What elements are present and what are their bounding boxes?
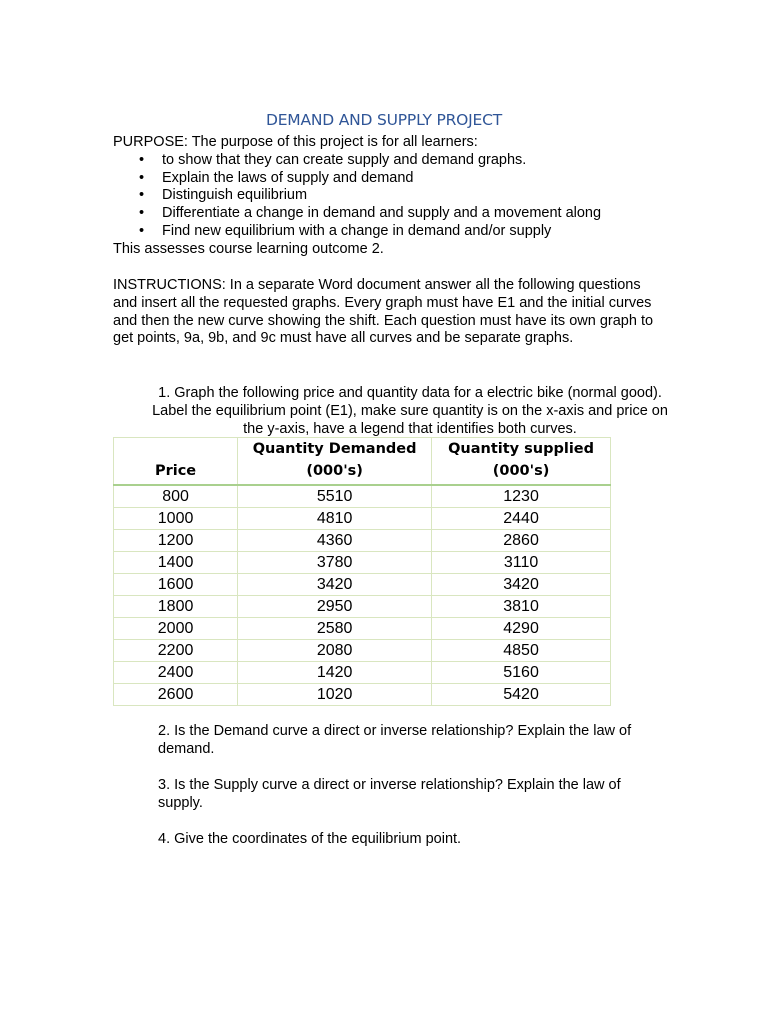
header-price: Price <box>114 438 238 486</box>
table-row <box>114 508 611 530</box>
cell-demanded: 1420 <box>238 662 432 684</box>
bullet-text: Differentiate a change in demand and supply and a movement along <box>162 205 602 222</box>
cell-supplied: 4290 <box>432 618 611 640</box>
bullet-item <box>113 187 673 205</box>
cell-price: 1800 <box>114 596 238 618</box>
question-1: 1. Graph the following price and quantity data for a electric bike (normal good). Label the equilibrium point (E1), make sure quantity is on the x-axis and price on the y-axis, have a legend that identifies both curves. <box>152 385 668 437</box>
cell-supplied: 1230 <box>432 485 611 508</box>
cell-price: 2400 <box>114 662 238 684</box>
cell-price: 2600 <box>114 684 238 706</box>
bullet-text: Distinguish equilibrium <box>162 187 308 204</box>
bullet-item <box>113 152 673 170</box>
cell-demanded: 4360 <box>238 530 432 552</box>
bullet-item <box>113 205 673 223</box>
table-row <box>114 618 611 640</box>
bullet-text: to show that they can create supply and demand graphs. <box>162 151 527 168</box>
cell-demanded: 3420 <box>238 574 432 596</box>
learning-outcome: This assesses course learning outcome 2. <box>113 240 384 257</box>
bullet-icon: • <box>139 222 145 239</box>
purpose-intro: PURPOSE: The purpose of this project is for all learners: <box>113 134 478 150</box>
bullet-icon: • <box>139 205 145 222</box>
question-3: 3. Is the Supply curve a direct or inverse relationship? Explain the law of supply. <box>158 777 621 811</box>
cell-demanded: 3780 <box>238 552 432 574</box>
table-row <box>114 684 611 706</box>
cell-demanded: 2080 <box>238 640 432 662</box>
cell-price: 2200 <box>114 640 238 662</box>
cell-price: 1200 <box>114 530 238 552</box>
cell-supplied: 2860 <box>432 530 611 552</box>
cell-supplied: 5420 <box>432 684 611 706</box>
cell-price: 1600 <box>114 574 238 596</box>
bullet-icon: • <box>139 169 145 186</box>
cell-supplied: 2440 <box>432 508 611 530</box>
cell-price: 800 <box>114 485 238 508</box>
header-quantity-demanded: Quantity Demanded (000's) <box>238 438 432 486</box>
table-row <box>114 530 611 552</box>
cell-demanded: 5510 <box>238 485 432 508</box>
cell-demanded: 2950 <box>238 596 432 618</box>
table-row <box>114 485 611 508</box>
bullet-text: Explain the laws of supply and demand <box>162 169 414 186</box>
cell-supplied: 3110 <box>432 552 611 574</box>
table-row <box>114 640 611 662</box>
header-quantity-supplied: Quantity supplied (000's) <box>432 438 611 486</box>
price-quantity-table <box>113 437 611 706</box>
cell-supplied: 3420 <box>432 574 611 596</box>
table-row <box>114 662 611 684</box>
bullet-item <box>113 170 673 188</box>
table-row <box>114 552 611 574</box>
question-2: 2. Is the Demand curve a direct or inverse relationship? Explain the law of demand. <box>158 723 632 757</box>
cell-price: 2000 <box>114 618 238 640</box>
question-4: 4. Give the coordinates of the equilibrium point. <box>158 831 462 847</box>
bullet-text: Find new equilibrium with a change in demand and/or supply <box>162 222 552 239</box>
table-row <box>114 596 611 618</box>
cell-supplied: 3810 <box>432 596 611 618</box>
bullet-icon: • <box>139 187 145 204</box>
cell-demanded: 2580 <box>238 618 432 640</box>
table-header-row <box>114 438 611 486</box>
bullet-item <box>113 223 673 241</box>
cell-price: 1000 <box>114 508 238 530</box>
purpose-section <box>113 134 673 259</box>
cell-supplied: 5160 <box>432 662 611 684</box>
purpose-bullet-list <box>113 152 673 241</box>
cell-supplied: 4850 <box>432 640 611 662</box>
bullet-icon: • <box>139 151 145 168</box>
cell-demanded: 1020 <box>238 684 432 706</box>
document-title: DEMAND AND SUPPLY PROJECT <box>265 111 503 129</box>
cell-demanded: 4810 <box>238 508 432 530</box>
table-row <box>114 574 611 596</box>
cell-price: 1400 <box>114 552 238 574</box>
instructions-paragraph: INSTRUCTIONS: In a separate Word document answer all the following questions and insert all the requested graphs. Every graph must have E1 and the initial curves and then the new curve showing the shift. Each question must have its own graph to get points, 9a, 9b, and 9c must have all curves and be separate graphs. <box>113 277 654 347</box>
